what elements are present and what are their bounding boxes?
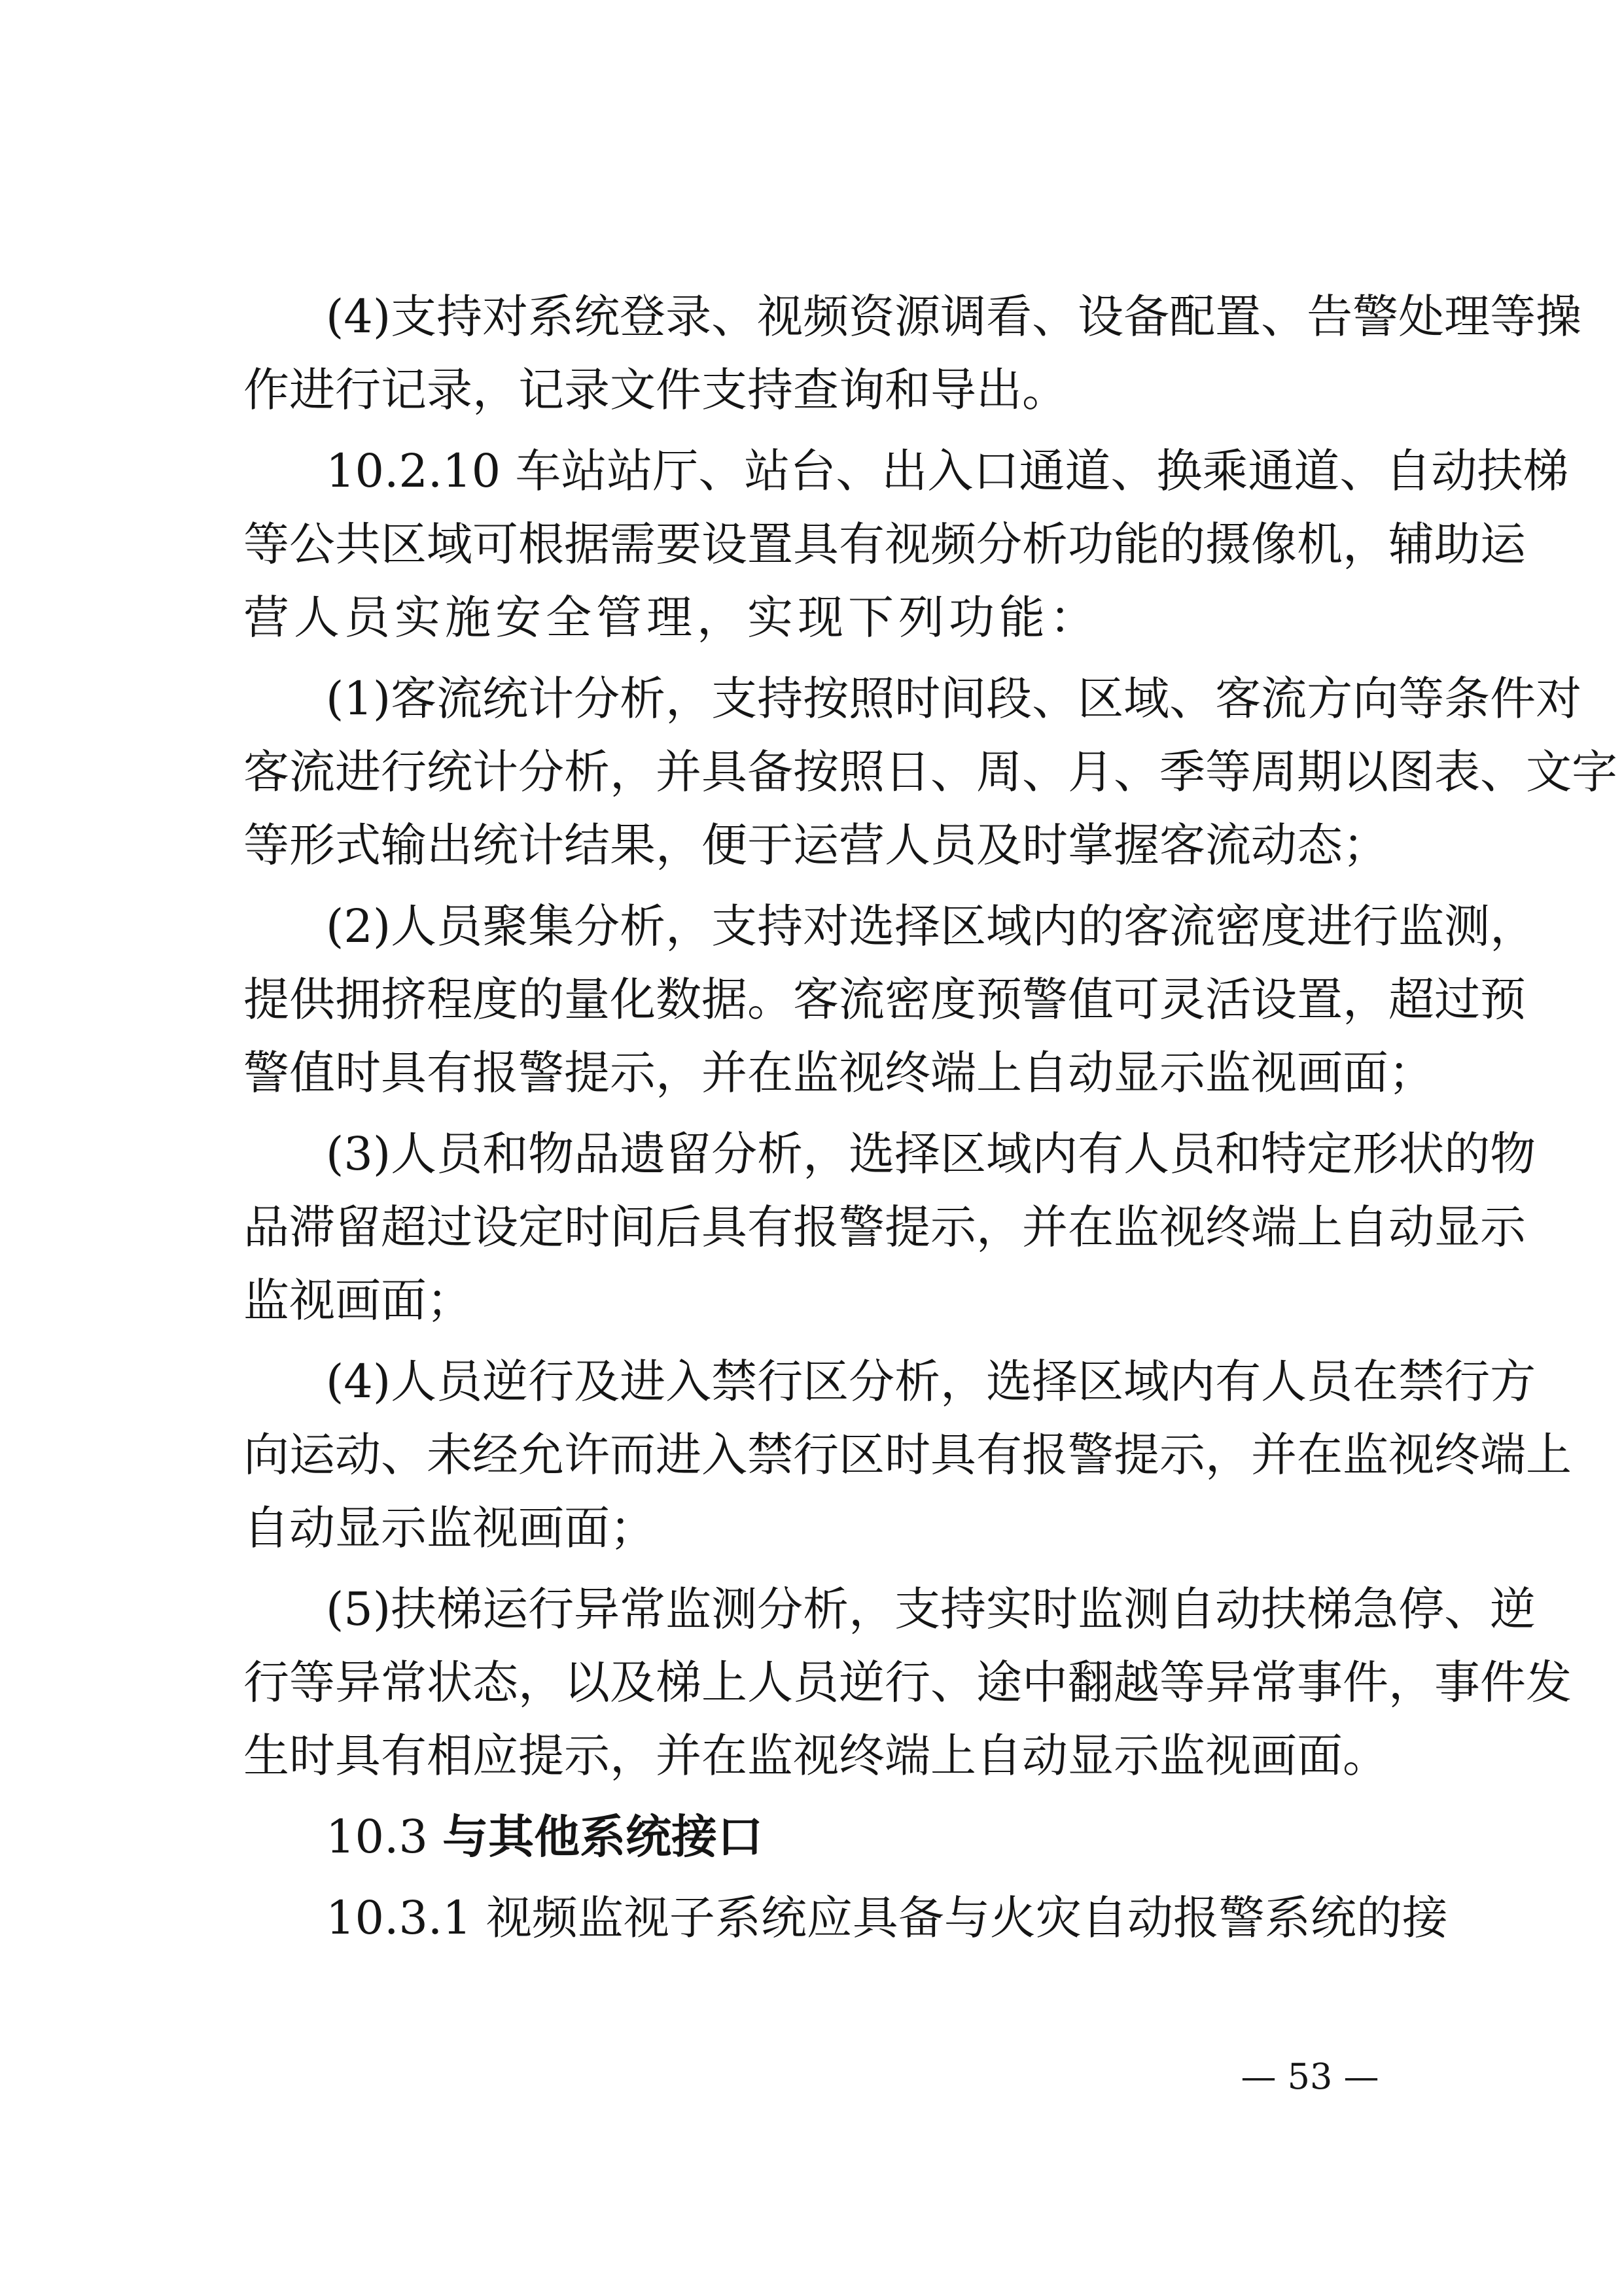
clause-line: 10.2.10 车站站厅、站台、出入口通道、换乘通道、自动扶梯	[326, 444, 1569, 498]
text-line: 等公共区域可根据需要设置具有视频分析功能的摄像机，辅助运	[243, 517, 1526, 571]
text-line: 客流进行统计分析，并具备按照日、周、月、季等周期以图表、文字	[243, 745, 1617, 799]
clause-line: 10.3.1 视频监视子系统应具备与火灾自动报警系统的接	[326, 1891, 1448, 1945]
text-line: (1)客流统计分析，支持按照时间段、区域、客流方向等条件对	[326, 672, 1582, 725]
text-line: 向运动、未经允许而进入禁行区时具有报警提示，并在监视终端上	[243, 1428, 1572, 1482]
section-number: 10.3	[326, 1810, 428, 1864]
section-title: 与其他系统接口	[442, 1809, 764, 1864]
text-line: 生时具有相应提示，并在监视终端上自动显示监视画面。	[243, 1729, 1388, 1783]
text-line: 提供拥挤程度的量化数据。客流密度预警值可灵活设置，超过预	[243, 973, 1526, 1026]
text-line: 品滞留超过设定时间后具有报警提示，并在监视终端上自动显示	[243, 1200, 1526, 1254]
text-line: (4)人员逆行及进入禁行区分析，选择区域内有人员在禁行方	[326, 1355, 1536, 1408]
text-line: 作进行记录，记录文件支持查询和导出。	[243, 363, 1068, 417]
text-line: (3)人员和物品遗留分析，选择区域内有人员和特定形状的物	[326, 1127, 1536, 1181]
text-line: (4)支持对系统登录、视频资源调看、设备配置、告警处理等操	[326, 290, 1582, 343]
text-line: 等形式输出统计结果，便于运营人员及时掌握客流动态；	[243, 818, 1388, 872]
text-line: 行等异常状态，以及梯上人员逆行、途中翻越等异常事件，事件发	[243, 1656, 1572, 1709]
text-line: 警值时具有报警提示，并在监视终端上自动显示监视画面；	[243, 1046, 1434, 1100]
section-heading	[326, 1800, 763, 1873]
text-line: (2)人员聚集分析，支持对选择区域内的客流密度进行监测，	[326, 899, 1536, 953]
text-line: 监视画面；	[243, 1274, 472, 1327]
text-line: 营人员实施安全管理，实现下列功能：	[243, 591, 1100, 644]
text-line: 自动显示监视画面；	[243, 1501, 656, 1555]
text-line: (5)扶梯运行异常监测分析，支持实时监测自动扶梯急停、逆	[326, 1582, 1536, 1636]
page-number: — 53 —	[1241, 2056, 1379, 2097]
